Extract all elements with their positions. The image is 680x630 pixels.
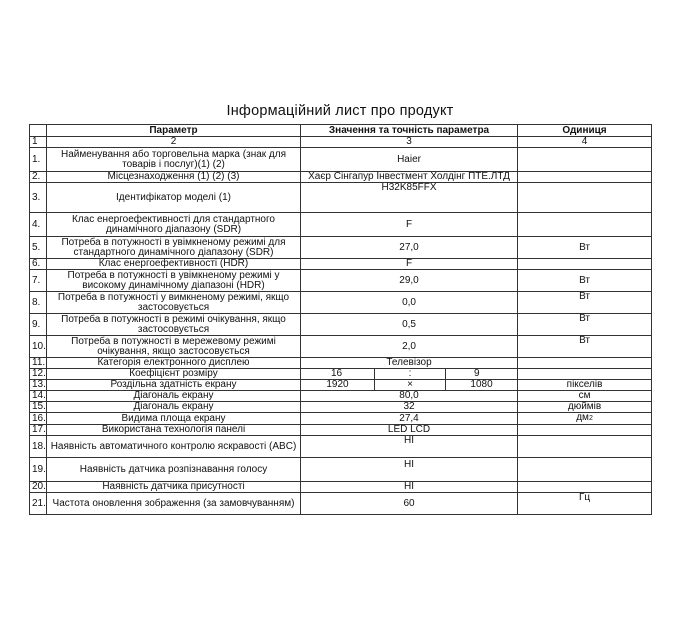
row-parameter: Частота оновлення зображення (за замовчуванням) [47, 493, 301, 515]
row-parameter: Використана технологія панелі [47, 425, 301, 436]
row-value: 80,0 [301, 391, 518, 402]
row-num: 7. [30, 270, 47, 292]
row-unit [518, 482, 652, 493]
header-parameter: Параметр [47, 125, 301, 137]
row-parameter: Наявність датчика присутності [47, 482, 301, 493]
row-num: 16. [30, 413, 47, 425]
row-value: H32K85FFX [301, 183, 518, 213]
table-row [30, 436, 652, 458]
row-parameter: Видима площа екрану [47, 413, 301, 425]
row-num: 15. [30, 402, 47, 413]
table-row [30, 336, 652, 358]
row-unit [518, 369, 652, 380]
row-parameter: Потреба в потужності в увімкненому режимі у високому динамічному діапазоні (HDR) [47, 270, 301, 292]
row-parameter: Найменування або торговельна марка (знак для товарів і послуг)(1) (2) [47, 148, 301, 172]
row-unit: пікселів [518, 380, 652, 391]
table-row [30, 148, 652, 172]
row-unit: дюймів [518, 402, 652, 413]
table-row [30, 482, 652, 493]
table-row [30, 413, 652, 425]
row-num: 4. [30, 213, 47, 237]
row-num: 14. [30, 391, 47, 402]
row-num: 12. [30, 369, 47, 380]
product-info-table [29, 124, 652, 515]
row-unit [518, 183, 652, 213]
unit-text: дм [576, 412, 589, 423]
row-value: F [301, 213, 518, 237]
row-value: Haier [301, 148, 518, 172]
row-value-a: 16 [301, 369, 375, 380]
row-unit: Вт [518, 237, 652, 259]
header-value: Значення та точність параметра [301, 125, 518, 137]
row-parameter: Клас енергоефективності для стандартного динамічного діапазону (SDR) [47, 213, 301, 237]
table-row [30, 358, 652, 369]
row-num: 11. [30, 358, 47, 369]
row-num: 2. [30, 172, 47, 183]
row-parameter: Потреба в потужності в режимі очікування, якщо застосовується [47, 314, 301, 336]
row-value: 60 [301, 493, 518, 515]
row-unit [518, 436, 652, 458]
row-value: Хаєр Сінгапур Інвестмент Холдінг ПТЕ.ЛТД [301, 172, 518, 183]
row-parameter: 2 [47, 137, 301, 148]
row-unit [518, 172, 652, 183]
row-parameter: Наявність автоматичного контролю яскравості (ABC) [47, 436, 301, 458]
table-row [30, 292, 652, 314]
row-value: 3 [301, 137, 518, 148]
table-row [30, 493, 652, 515]
row-value-a: 1920 [301, 380, 375, 391]
row-num: 17. [30, 425, 47, 436]
row-parameter: Потреба в потужності в увімкненому режимі для стандартного динамічного діапазону (SDR) [47, 237, 301, 259]
row-value: F [301, 259, 518, 270]
row-parameter: Місцезнаходження (1) (2) (3) [47, 172, 301, 183]
table-row [30, 425, 652, 436]
row-num: 8. [30, 292, 47, 314]
table-row [30, 259, 652, 270]
table-row [30, 402, 652, 413]
row-unit: Вт [518, 336, 652, 358]
row-unit: см [518, 391, 652, 402]
row-unit: 4 [518, 137, 652, 148]
row-value: НІ [301, 458, 518, 482]
row-num: 5. [30, 237, 47, 259]
row-parameter: Коефіцієнт розміру [47, 369, 301, 380]
row-unit: Вт [518, 270, 652, 292]
row-num: 3. [30, 183, 47, 213]
table-row [30, 270, 652, 292]
table-header-row [30, 125, 652, 137]
row-num: 6. [30, 259, 47, 270]
table-row [30, 213, 652, 237]
row-parameter: Клас енергоефективності (HDR) [47, 259, 301, 270]
row-num: 1. [30, 148, 47, 172]
row-unit: Гц [518, 493, 652, 515]
row-num: 20. [30, 482, 47, 493]
document-title: Інформаційний лист про продукт [226, 103, 454, 119]
row-value-b: 1080 [446, 380, 518, 391]
row-value: 32 [301, 402, 518, 413]
row-value: НІ [301, 436, 518, 458]
row-parameter: Роздільна здатність екрану [47, 380, 301, 391]
row-parameter: Наявність датчика розпізнавання голосу [47, 458, 301, 482]
table-row [30, 183, 652, 213]
row-unit [518, 358, 652, 369]
row-parameter: Потреба в потужності у вимкненому режимі, якщо застосовується [47, 292, 301, 314]
row-value-sep: : [375, 369, 446, 380]
row-value: 0,5 [301, 314, 518, 336]
row-unit [518, 413, 652, 425]
row-num: 13. [30, 380, 47, 391]
row-unit: Вт [518, 314, 652, 336]
header-unit: Одиниця [518, 125, 652, 137]
row-value: НІ [301, 482, 518, 493]
row-value-b: 9 [446, 369, 518, 380]
row-num: 10. [30, 336, 47, 358]
row-parameter: Категорія електронного дисплею [47, 358, 301, 369]
unit-superscript: 2 [588, 415, 593, 422]
row-unit: Вт [518, 292, 652, 314]
row-value: LED LCD [301, 425, 518, 436]
row-parameter: Ідентифікатор моделі (1) [47, 183, 301, 213]
row-num: 19. [30, 458, 47, 482]
table-index-row [30, 137, 652, 148]
table-row [30, 380, 652, 391]
row-num: 18. [30, 436, 47, 458]
row-unit [518, 425, 652, 436]
row-value: 2,0 [301, 336, 518, 358]
row-value: 27,0 [301, 237, 518, 259]
row-parameter: Діагональ екрану [47, 391, 301, 402]
row-value: 0,0 [301, 292, 518, 314]
header-num [30, 125, 47, 137]
row-num: 1 [30, 137, 47, 148]
row-parameter: Потреба в потужності в мережевому режимі очікування, якщо застосовується [47, 336, 301, 358]
row-value-sep: × [375, 380, 446, 391]
row-unit [518, 259, 652, 270]
row-num: 21. [30, 493, 47, 515]
row-unit [518, 213, 652, 237]
row-value: 29,0 [301, 270, 518, 292]
row-num: 9. [30, 314, 47, 336]
row-parameter: Діагональ екрану [47, 402, 301, 413]
table-row [30, 391, 652, 402]
table-row [30, 458, 652, 482]
row-unit [518, 148, 652, 172]
row-unit [518, 458, 652, 482]
table-row [30, 314, 652, 336]
row-value: Телевізор [301, 358, 518, 369]
table-row [30, 369, 652, 380]
row-value: 27,4 [301, 413, 518, 425]
table-row [30, 237, 652, 259]
table-row [30, 172, 652, 183]
